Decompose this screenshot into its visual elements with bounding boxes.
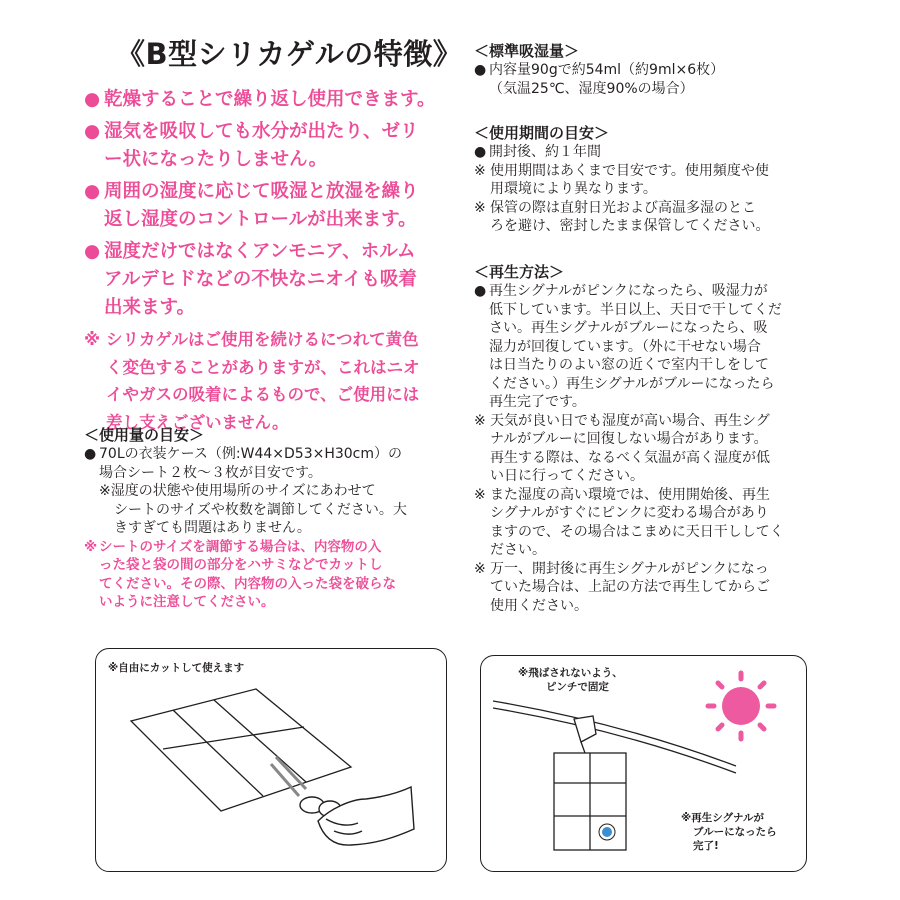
usage-item xyxy=(84,445,456,482)
feature-note xyxy=(84,326,456,436)
note-mark: ※ xyxy=(84,538,98,555)
text-line: 再生する際は、なるべく気温が高く湿度が低 xyxy=(490,449,770,466)
sheet-grid xyxy=(131,689,351,811)
text-line: ろを避け、密封したまま保管してください。 xyxy=(490,218,770,234)
note-mark: ※ xyxy=(474,560,486,577)
text-line: 開封後、約１年間 xyxy=(489,144,601,160)
page-title: 《B型シリカゲルの特徴》 xyxy=(116,37,463,71)
absorption-item xyxy=(474,61,819,98)
period-section xyxy=(474,124,819,236)
feature-line: 湿気を吸収しても水分が出たり、ゼリ xyxy=(104,121,419,142)
hand-icon xyxy=(318,787,414,845)
note-mark: ※ xyxy=(474,486,486,503)
text-line: シートのサイズや枚数を調節してください。大 xyxy=(114,501,407,518)
text-line: シグナルがすぐにピンクに変わる場合があり xyxy=(490,505,769,521)
regen-note xyxy=(474,412,819,486)
feature-line: く変色することがありますが、これはニオ xyxy=(106,357,420,377)
feature-item xyxy=(84,86,456,114)
feature-line: アルデヒドなどの不快なニオイも吸着 xyxy=(104,269,417,290)
section-heading: ＜再生方法＞ xyxy=(474,263,565,281)
bullet-mark: ● xyxy=(84,89,101,110)
text-line: ていた場合は、上記の方法で再生してからご xyxy=(490,579,770,595)
text-line: ますので、その場合はこまめに天日干ししてく xyxy=(490,523,784,540)
cut-caption: ※自由にカットして使えます xyxy=(108,662,245,674)
sheet-outline xyxy=(131,689,351,811)
regen-note xyxy=(474,560,819,616)
text-line: ください。）再生シグナルがブルーになったら xyxy=(489,375,775,392)
bullet-mark: ● xyxy=(84,121,101,142)
feature-item xyxy=(84,118,456,174)
note-mark: ※ xyxy=(474,199,486,216)
feature-item xyxy=(84,238,456,322)
note-mark: ※ xyxy=(474,162,486,179)
text-line: いように注意してください。 xyxy=(99,594,275,610)
text-line: 用環境により異なります。 xyxy=(490,181,657,197)
text-line: 低下しています。半日以上、天日で干してくだ xyxy=(489,301,782,318)
usage-pink-note xyxy=(84,538,456,612)
section-heading: ＜標準吸湿量＞ xyxy=(474,42,580,60)
text-line: 万一、開封後に再生シグナルがピンクになっ xyxy=(490,560,769,577)
signal-caption-line: ブルーになったら xyxy=(693,826,777,838)
text-line: 内容量90gで約54ml（約9ml×6枚） xyxy=(489,62,725,78)
text-line: ださい。 xyxy=(490,542,546,558)
period-item xyxy=(474,143,819,162)
feature-line: 乾燥することで繰り返し使用できます。 xyxy=(104,89,436,110)
feature-item xyxy=(84,178,456,234)
feature-line: 出来ます。 xyxy=(104,297,196,318)
text-line: い日に行ってください。 xyxy=(490,468,644,484)
section-heading: ＜使用量の目安＞ xyxy=(84,426,205,444)
sheet-hanging xyxy=(554,753,626,850)
text-line: は日当たりのよい窓の近くで室内干しをして xyxy=(489,357,769,373)
signal-caption-line: 完了! xyxy=(693,840,719,852)
bullet-mark: ● xyxy=(474,283,487,299)
pin-caption-line: ピンチで固定 xyxy=(545,681,609,693)
bullet-mark: ● xyxy=(474,62,487,78)
text-line: った袋と袋の間の部分をハサミなどでカットし xyxy=(99,557,383,573)
text-line: きすぎても問題はありません。 xyxy=(114,520,311,536)
text-line: てください。その際、内容物の入った袋を破らな xyxy=(99,575,396,592)
signal-caption-line: ※再生シグナルが xyxy=(681,812,764,824)
text-line: （気温25℃、湿度90%の場合） xyxy=(489,80,694,97)
cut-drawing xyxy=(96,649,446,871)
text-line: シートのサイズを調節する場合は、内容物の入 xyxy=(99,538,382,555)
pin-caption-line: ※飛ばされないよう、 xyxy=(518,667,623,679)
feature-line: シリカゲルはご使用を続けるにつれて黄色 xyxy=(106,330,419,349)
text-line: 再生完了です。 xyxy=(489,394,586,410)
section-heading: ＜使用期間の目安＞ xyxy=(474,124,610,142)
dry-drawing xyxy=(481,656,806,871)
period-note xyxy=(474,199,819,236)
feature-line: 差し支えございません。 xyxy=(106,412,289,432)
feature-line: ー状になったりしません。 xyxy=(104,149,328,170)
regeneration-section xyxy=(474,263,819,615)
note-mark: ※ xyxy=(84,330,101,349)
text-line: 使用期間はあくまで目安です。使用頻度や使 xyxy=(490,162,769,179)
usage-section xyxy=(84,426,456,612)
text-line: また湿度の高い環境では、使用開始後、再生 xyxy=(490,486,770,503)
text-line: 再生シグナルがピンクになったら、吸湿力が xyxy=(489,283,768,299)
absorption-section xyxy=(474,42,819,98)
clothespin-icon xyxy=(574,716,596,753)
text-line: 保管の際は直射日光および高温多湿のとこ xyxy=(490,199,756,216)
feature-list xyxy=(84,86,456,440)
cut-illustration xyxy=(95,648,447,872)
feature-line: イやガスの吸着によるもので、ご使用には xyxy=(106,385,420,404)
note-mark: ※ xyxy=(474,412,486,429)
feature-line: 返し湿度のコントロールが出来ます。 xyxy=(104,209,417,230)
signal-indicator-icon xyxy=(599,824,615,840)
regen-item xyxy=(474,282,819,412)
text-line: ※湿度の状態や使用場所のサイズにあわせて xyxy=(99,483,376,499)
text-line: 場合シート２枚～３枚が目安です。 xyxy=(99,464,322,481)
dry-illustration xyxy=(480,655,807,872)
text-line: 使用ください。 xyxy=(490,597,588,614)
bullet-mark: ● xyxy=(84,241,101,262)
period-note xyxy=(474,162,819,199)
bullet-mark: ● xyxy=(84,181,101,202)
text-line: 湿力が回復しています。（外に干せない場合 xyxy=(489,338,761,355)
bullet-mark: ● xyxy=(84,446,97,462)
text-line: ナルがブルーに回復しない場合があります。 xyxy=(490,431,768,447)
feature-line: 周囲の湿度に応じて吸湿と放湿を繰り xyxy=(104,181,419,202)
bullet-mark: ● xyxy=(474,144,487,160)
usage-note xyxy=(84,482,456,538)
sun-icon xyxy=(708,673,774,739)
regen-note xyxy=(474,486,819,560)
text-line: さい。再生シグナルがブルーになったら、吸 xyxy=(489,320,768,336)
text-line: 70Lの衣装ケース（例:W44×D53×H30cm）の xyxy=(99,446,403,462)
feature-line: 湿度だけではなくアンモニア、ホルム xyxy=(104,241,416,262)
text-line: 天気が良い日でも湿度が高い場合、再生シグ xyxy=(490,412,770,429)
